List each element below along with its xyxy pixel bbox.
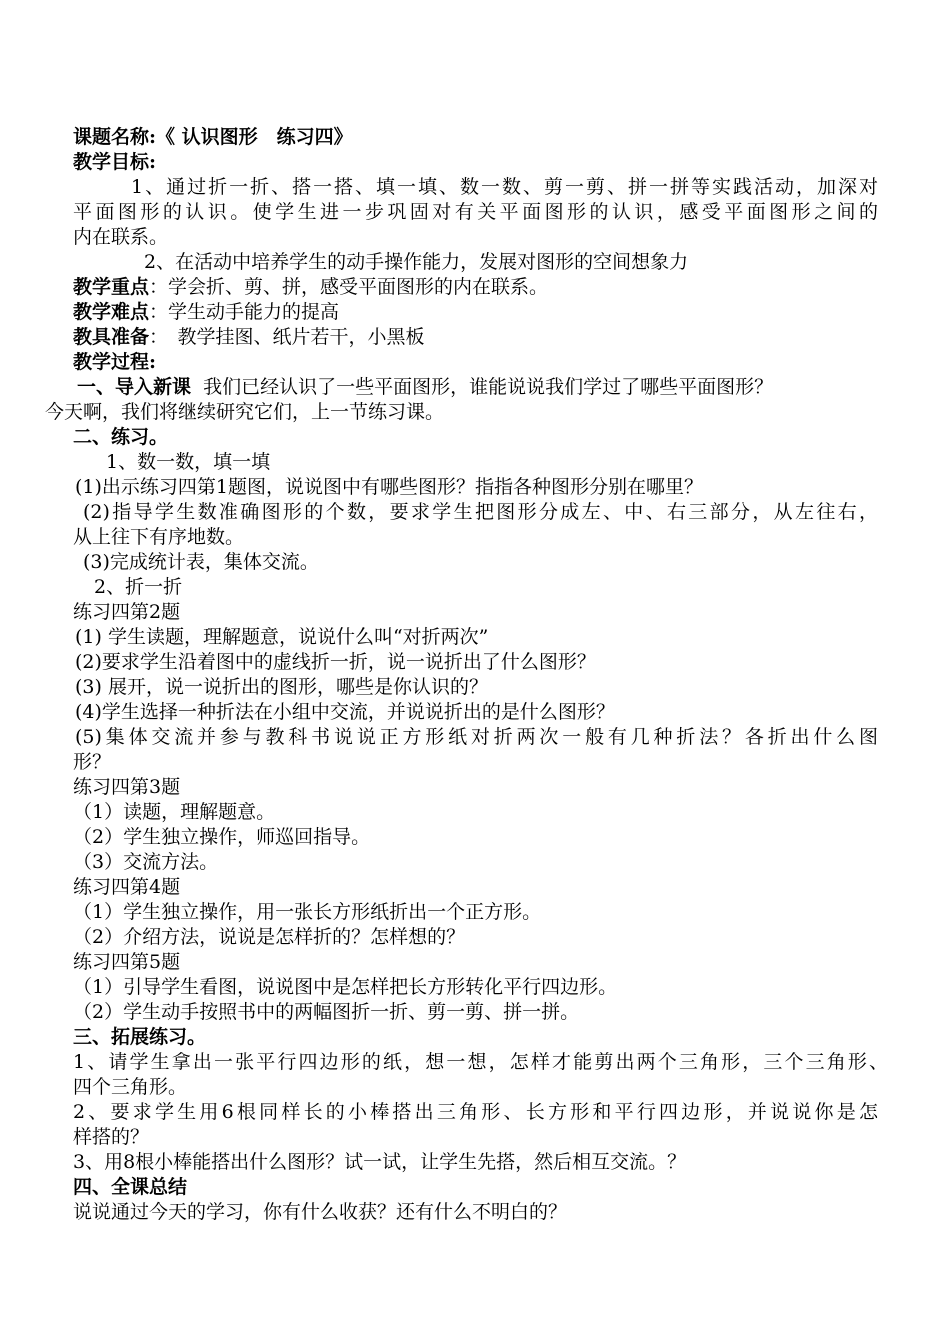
objective-1-line-1: 1、通过折一折、搭一搭、填一填、数一数、剪一剪、拼一拼等实践活动，加深对 (131, 176, 878, 198)
ex-4-title: 练习四第4题 (73, 876, 181, 898)
difficulty-value: ：学生动手能力的提高 (149, 301, 340, 323)
difficulty-label: 教学难点 (73, 301, 150, 323)
ex-3-item-3: （3）交流方法。 (73, 851, 219, 873)
tools-label: 教具准备 (73, 326, 150, 348)
ex-4-item-1: （1）学生独立操作，用一张长方形纸折出一个正方形。 (73, 901, 542, 923)
sub-1-item-2-line-1: (2)指导学生数准确图形的个数，要求学生把图形分成左、中、右三部分，从左往右， (83, 501, 878, 523)
section-4-heading: 四、全课总结 (73, 1176, 188, 1198)
ex-4-item-2: （2）介绍方法，说说是怎样折的？怎样想的？ (73, 926, 466, 948)
objective-1-line-3: 内在联系。 (73, 226, 169, 248)
ex-2-title: 练习四第2题 (73, 601, 181, 623)
sub-1-item-1: (1)出示练习四第1题图，说说图中有哪些图形？指指各种图形分别在哪里？ (75, 476, 704, 498)
key-points-value: ：学会折、剪、拼，感受平面图形的内在联系。 (149, 276, 549, 298)
objective-1-line-2: 平面图形的认识。使学生进一步巩固对有关平面图形的认识，感受平面图形之间的 (73, 201, 878, 223)
sub-1-item-2-line-2: 从上往下有序地数。 (73, 526, 245, 548)
ex-3-title: 练习四第3题 (73, 776, 181, 798)
ex-3-item-2: （2）学生独立操作，师巡回指导。 (73, 826, 371, 848)
ex-2-item-3: (3) 展开，说一说折出的图形，哪些是你认识的？ (75, 676, 488, 698)
section-3-item-2-line-1: 2、要求学生用6根同样长的小棒搭出三角形、长方形和平行四边形，并说说你是怎 (73, 1101, 878, 1123)
section-1-heading: 一、导入新课 (77, 376, 192, 398)
section-1-line-1 (77, 375, 773, 399)
lesson-title-value: 《 认识图形 练习四》 (156, 126, 353, 148)
tools-line (73, 325, 425, 349)
section-1-text-1: 我们已经认识了一些平面图形，谁能说说我们学过了哪些平面图形？ (203, 376, 774, 398)
difficulty-line (73, 300, 339, 324)
lesson-title-label: 课题名称: (73, 126, 157, 148)
sub-2-title: 2、折一折 (94, 576, 183, 598)
section-3-item-2-line-2: 样搭的？ (73, 1126, 150, 1148)
sub-1-item-3: (3)完成统计表，集体交流。 (83, 551, 319, 573)
process-heading: 教学过程: (73, 351, 157, 373)
sub-1-title: 1、数一数，填一填 (106, 451, 271, 473)
ex-2-item-5-line-2: 形？ (73, 751, 112, 773)
section-3-item-1-line-1: 1、请学生拿出一张平行四边形的纸，想一想，怎样才能剪出两个三角形，三个三角形、 (73, 1051, 888, 1073)
ex-2-item-4: (4)学生选择一种折法在小组中交流，并说说折出的是什么图形？ (75, 701, 615, 723)
objective-2: 2、在活动中培养学生的动手操作能力，发展对图形的空间想象力 (144, 251, 689, 273)
objectives-heading: 教学目标: (73, 151, 157, 173)
section-3-item-1-line-2: 四个三角形。 (73, 1076, 188, 1098)
lesson-title-line (73, 125, 353, 149)
ex-2-item-2: (2)要求学生沿着图中的虚线折一折，说一说折出了什么图形？ (75, 651, 596, 673)
section-1-text-2: 今天啊，我们将继续研究它们，上一节练习课。 (45, 401, 445, 423)
ex-5-item-1: （1）引导学生看图，说说图中是怎样把长方形转化平行四边形。 (73, 976, 618, 998)
key-points-label: 教学重点 (73, 276, 150, 298)
tools-value: ： 教学挂图、纸片若干，小黑板 (149, 326, 425, 348)
section-4-text: 说说通过今天的学习，你有什么收获？还有什么不明白的？ (73, 1201, 568, 1223)
section-2-heading: 二、练习。 (73, 426, 169, 448)
key-points-line (73, 275, 548, 299)
ex-2-item-1: (1) 学生读题，理解题意，说说什么叫“对折两次” (75, 626, 489, 648)
section-3-item-3: 3、用8根小棒能搭出什么图形？试一试，让学生先搭，然后相互交流。？ (73, 1151, 687, 1173)
ex-2-item-5-line-1: (5)集体交流并参与教科书说说正方形纸对折两次一般有几种折法？各折出什么图 (75, 726, 878, 748)
section-3-heading: 三、拓展练习。 (73, 1026, 207, 1048)
ex-5-title: 练习四第5题 (73, 951, 181, 973)
ex-5-item-2: （2）学生动手按照书中的两幅图折一折、剪一剪、拼一拼。 (73, 1001, 580, 1023)
ex-3-item-1: （1）读题，理解题意。 (73, 801, 276, 823)
